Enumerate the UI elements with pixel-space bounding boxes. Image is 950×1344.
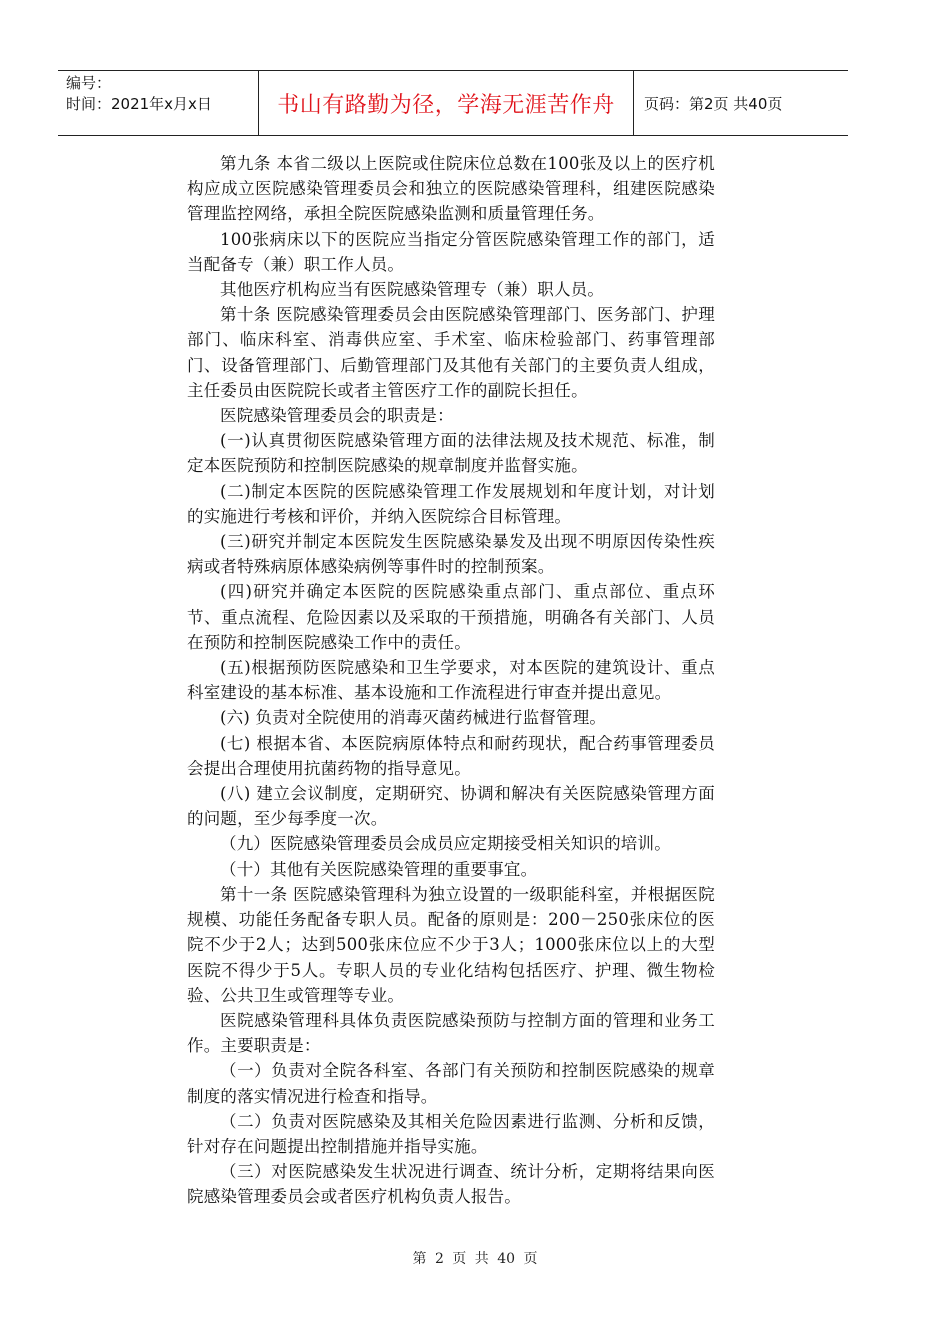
paragraph: 第十一条 医院感染管理科为独立设置的一级职能科室，并根据医院规模、功能任务配备专职人员。配备的原则是：200－250张床位的医院不少于2人；达到500张床位应不少于3人；1000张床位以上的大型医院不得少于5人。专职人员的专业化结构包括医疗、护理、微生物检验、公共卫生或管理等专业。 bbox=[187, 884, 715, 1005]
paragraph: (七) 根据本省、本医院病原体特点和耐药现状，配合药事管理委员会提出合理使用抗菌药物的指导意见。 bbox=[187, 733, 715, 778]
paragraph: (四)研究并确定本医院的医院感染重点部门、重点部位、重点环节、重点流程、危险因素以及采取的干预措施，明确各有关部门、人员在预防和控制医院感染工作中的责任。 bbox=[187, 582, 715, 652]
header-motto: 书山有路勤为径，学海无涯苦作舟 bbox=[258, 71, 634, 135]
paragraph: 其他医疗机构应当有医院感染管理专（兼）职人员。 bbox=[220, 280, 605, 300]
paragraph: （一）负责对全院各科室、各部门有关预防和控制医院感染的规章制度的落实情况进行检查和指导。 bbox=[187, 1061, 715, 1106]
time-label: 时间：2021年x月x日 bbox=[66, 95, 212, 113]
paragraph: (八) 建立会议制度，定期研究、协调和解决有关医院感染管理方面的问题，至少每季度一次。 bbox=[187, 784, 715, 829]
paragraph: 100张病床以下的医院应当指定分管医院感染管理工作的部门，适当配备专（兼）职工作人员。 bbox=[187, 229, 715, 274]
document-body bbox=[187, 151, 715, 1210]
number-label: 编号： bbox=[66, 74, 112, 92]
paragraph: (二)制定本医院的医院感染管理工作发展规划和年度计划，对计划的实施进行考核和评价，并纳入医院综合目标管理。 bbox=[187, 481, 715, 526]
paragraph: （二）负责对医院感染及其相关危险因素进行监测、分析和反馈，针对存在问题提出控制措施并指导实施。 bbox=[187, 1111, 715, 1156]
document-header bbox=[58, 70, 848, 136]
paragraph: 医院感染管理科具体负责医院感染预防与控制方面的管理和业务工作。主要职责是： bbox=[187, 1010, 715, 1056]
header-meta bbox=[58, 71, 258, 135]
paragraph: （九）医院感染管理委员会成员应定期接受相关知识的培训。 bbox=[220, 834, 671, 854]
paragraph: (五)根据预防医院感染和卫生学要求，对本医院的建筑设计、重点科室建设的基本标准、基本设施和工作流程进行审查并提出意见。 bbox=[187, 658, 715, 703]
header-page-info: 页码：第2页 共40页 bbox=[644, 94, 783, 113]
paragraph: (六) 负责对全院使用的消毒灭菌药械进行监督管理。 bbox=[220, 708, 607, 728]
paragraph: (三)研究并制定本医院发生医院感染暴发及出现不明原因传染性疾病或者特殊病原体感染病例等事件时的控制预案。 bbox=[187, 532, 715, 577]
paragraph: 第九条 本省二级以上医院或住院床位总数在100张及以上的医疗机构应成立医院感染管理委员会和独立的医院感染管理科，组建医院感染管理监控网络，承担全院医院感染监测和质量管理任务。 bbox=[187, 154, 715, 224]
paragraph: （十）其他有关医院感染管理的重要事宜。 bbox=[220, 859, 538, 879]
paragraph: （三）对医院感染发生状况进行调查、统计分析，定期将结果向医院感染管理委员会或者医疗机构负责人报告。 bbox=[187, 1162, 715, 1207]
paragraph: 第十条 医院感染管理委员会由医院感染管理部门、医务部门、护理部门、临床科室、消毒供应室、手术室、临床检验部门、药事管理部门、设备管理部门、后勤管理部门及其他有关部门的主要负责人组成，主任委员由医院院长或者主管医疗工作的副院长担任。 bbox=[187, 305, 715, 400]
page-footer: 第 2 页 共 40 页 bbox=[412, 1251, 538, 1267]
paragraph: (一)认真贯彻医院感染管理方面的法律法规及技术规范、标准，制定本医院预防和控制医院感染的规章制度并监督实施。 bbox=[187, 431, 715, 476]
paragraph: 医院感染管理委员会的职责是： bbox=[220, 406, 454, 426]
